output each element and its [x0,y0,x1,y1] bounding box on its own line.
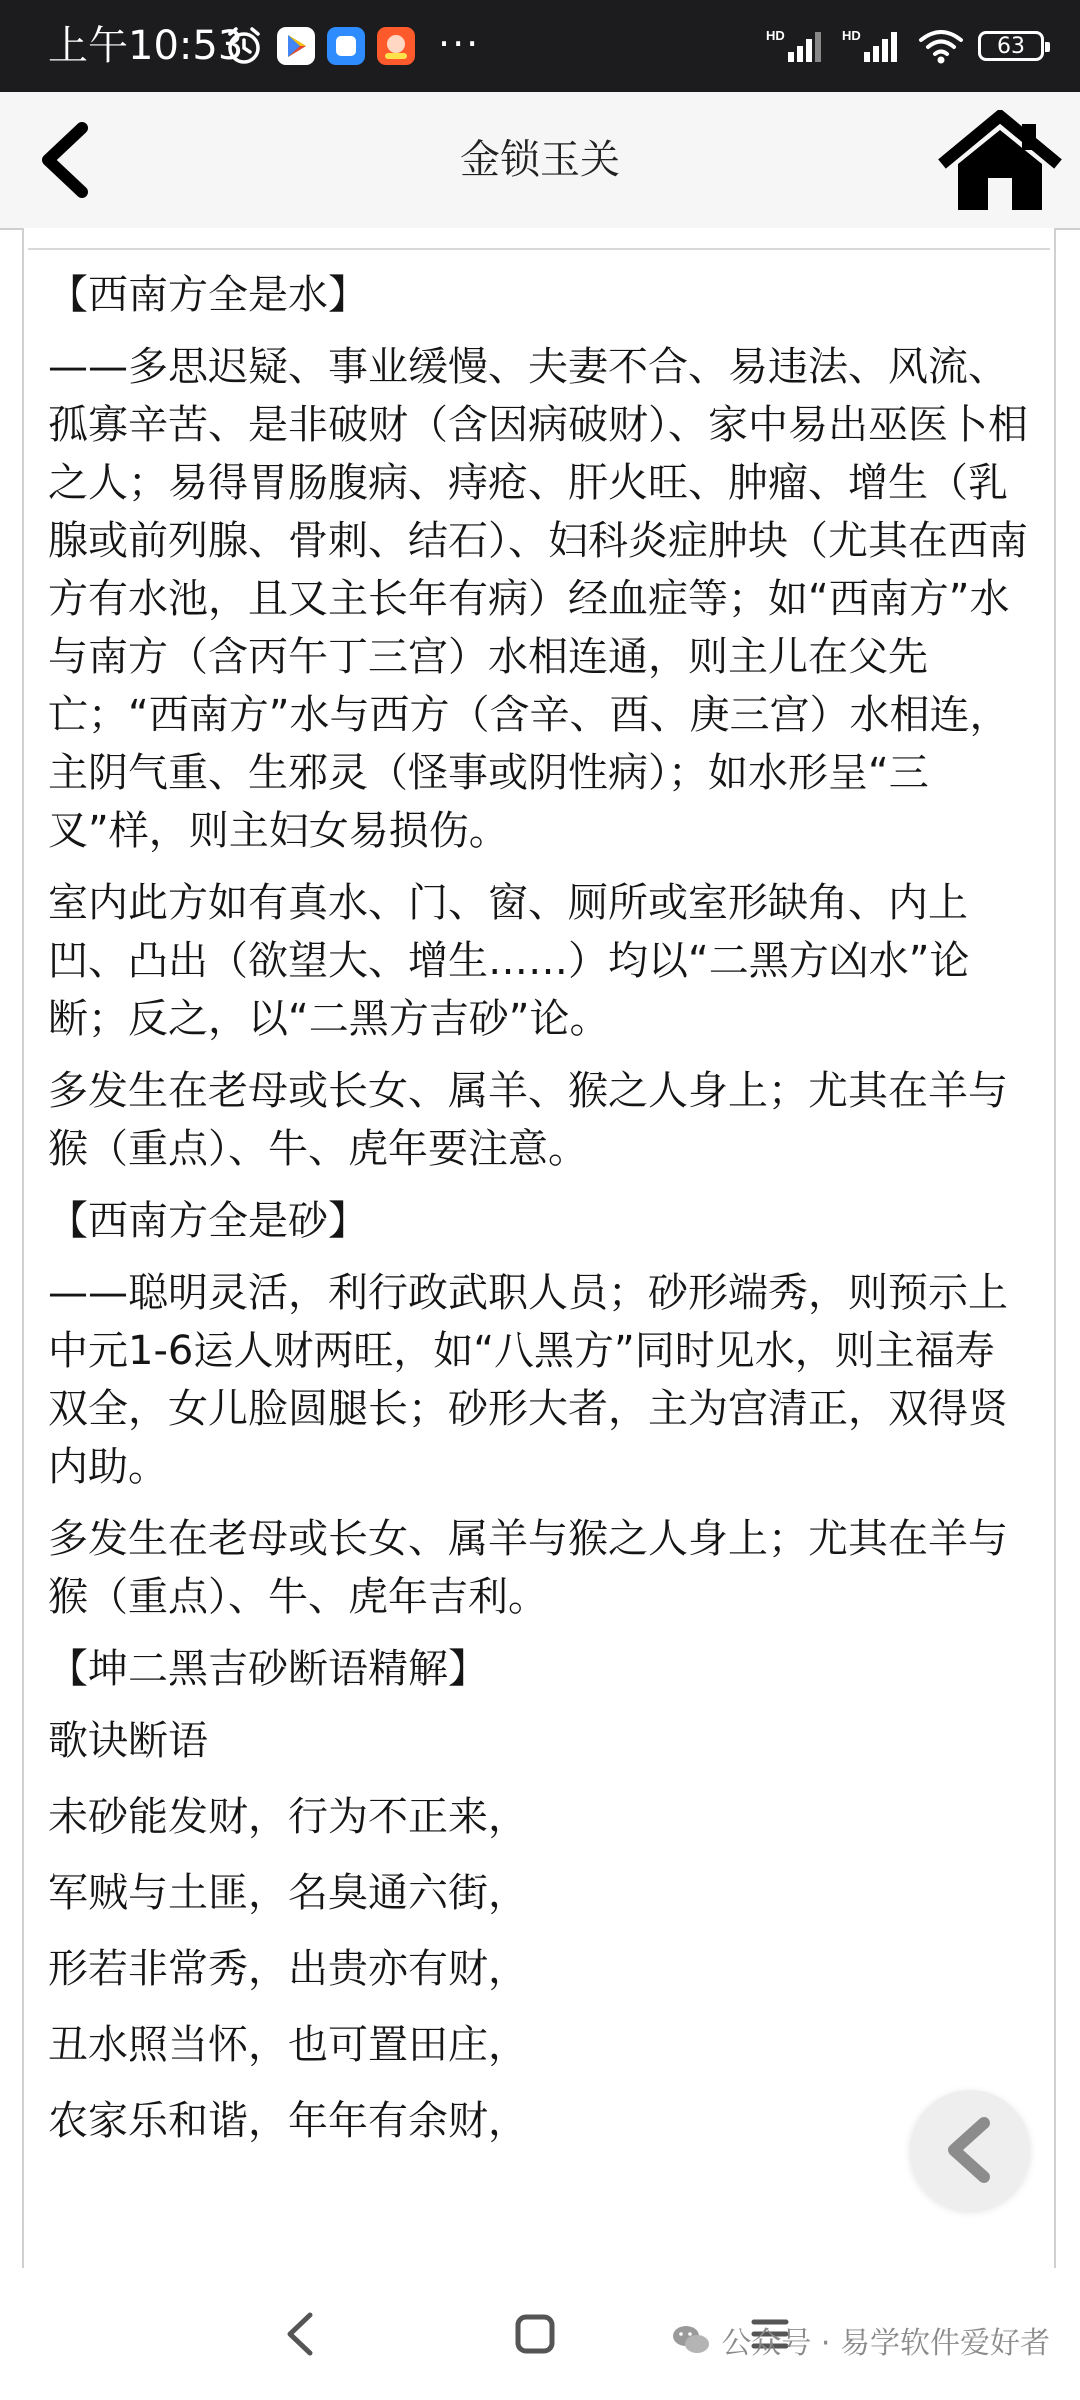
section-heading: 【坤二黑吉砂断语精解】 [48,1646,488,1692]
signal-icon-2 [842,26,904,66]
verse-line: 未砂能发财，行为不正来， [48,1794,528,1840]
alarm-icon [224,26,264,66]
app-icon [326,26,366,66]
page-title: 金锁玉关 [460,137,620,183]
status-bar [0,0,1080,92]
paragraph: 室内此方如有真水、门、窗、厕所或室形缺角、内上凹、凸出（欲望大、增生……）均以“二黑方凶水”论断；反之，以“二黑方吉砂”论。 [48,880,970,1042]
verse-line: 农家乐和谐，年年有余财， [48,2098,528,2144]
nav-home-icon [513,2312,557,2356]
watermark-text: 公众号 · 易学软件爱好者 [721,2326,1050,2361]
paragraph: ——多思迟疑、事业缓慢、夫妻不合、易违法、风流、孤寡辛苦、是非破财（含因病破财）、家中易出巫医卜相之人；易得胃肠腹病、痔疮、肝火旺、肿瘤、增生（乳腺或前列腺、骨刺、结石）、妇科炎症肿块（尤其在西南方有水池，且又主长年有病）经血症等；如“西南方”水与南方（含丙午丁三宫）水相连通，则主儿在父先亡；“西南方”水与西方（含辛、酉、庚三宫）水相连，主阴气重、生邪灵（怪事或阴性病）；如水形呈“三叉”样，则主妇女易损伤。 [48,344,1028,854]
paragraph: 多发生在老母或长女、属羊与猴之人身上；尤其在羊与猴（重点）、牛、虎年吉利。 [48,1516,1008,1620]
nav-back-button[interactable] [270,2304,330,2364]
section-heading: 【西南方全是水】 [48,272,368,318]
verse-line: 丑水照当怀，也可置田庄， [48,2022,528,2068]
signal-label: HD [766,28,785,43]
home-button[interactable] [938,110,1062,214]
app-header [0,92,1080,230]
chevron-left-icon [940,2115,1000,2185]
shopping-app-icon [376,26,416,66]
content-panel[interactable] [22,228,1056,2268]
battery-icon [978,31,1044,61]
signal-label-2: HD [842,28,861,43]
verse-line: 形若非常秀，出贵亦有财， [48,1946,528,1992]
verse-title: 歌诀断语 [48,1718,208,1764]
status-time: 上午10:53 [48,23,244,69]
signal-icon [766,26,828,66]
nav-home-button[interactable] [505,2304,565,2364]
wifi-icon [918,26,964,66]
status-right [766,22,1044,70]
section-heading: 【西南方全是砂】 [48,1198,368,1244]
article-content [48,266,1028,2168]
play-store-icon [276,26,316,66]
nav-back-icon [280,2309,320,2359]
paragraph: ——聪明灵活，利行政武职人员；砂形端秀，则预示上中元1-6运人财两旺，如“八黑方”同时见水，则主福寿双全，女儿脸圆腿长；砂形大者，主为宫清正，双得贤内助。 [48,1270,1008,1490]
floating-back-button[interactable] [910,2090,1030,2210]
paragraph: 多发生在老母或长女、属羊、猴之人身上；尤其在羊与猴（重点）、牛、虎年要注意。 [48,1068,1008,1172]
wechat-icon [671,2323,711,2357]
battery-level: 63 [997,33,1025,59]
verse-line: 军贼与土匪，名臭通六街， [48,1870,528,1916]
panel-divider [28,248,1050,250]
more-notifications: ··· [438,22,481,66]
watermark [671,2318,1050,2362]
